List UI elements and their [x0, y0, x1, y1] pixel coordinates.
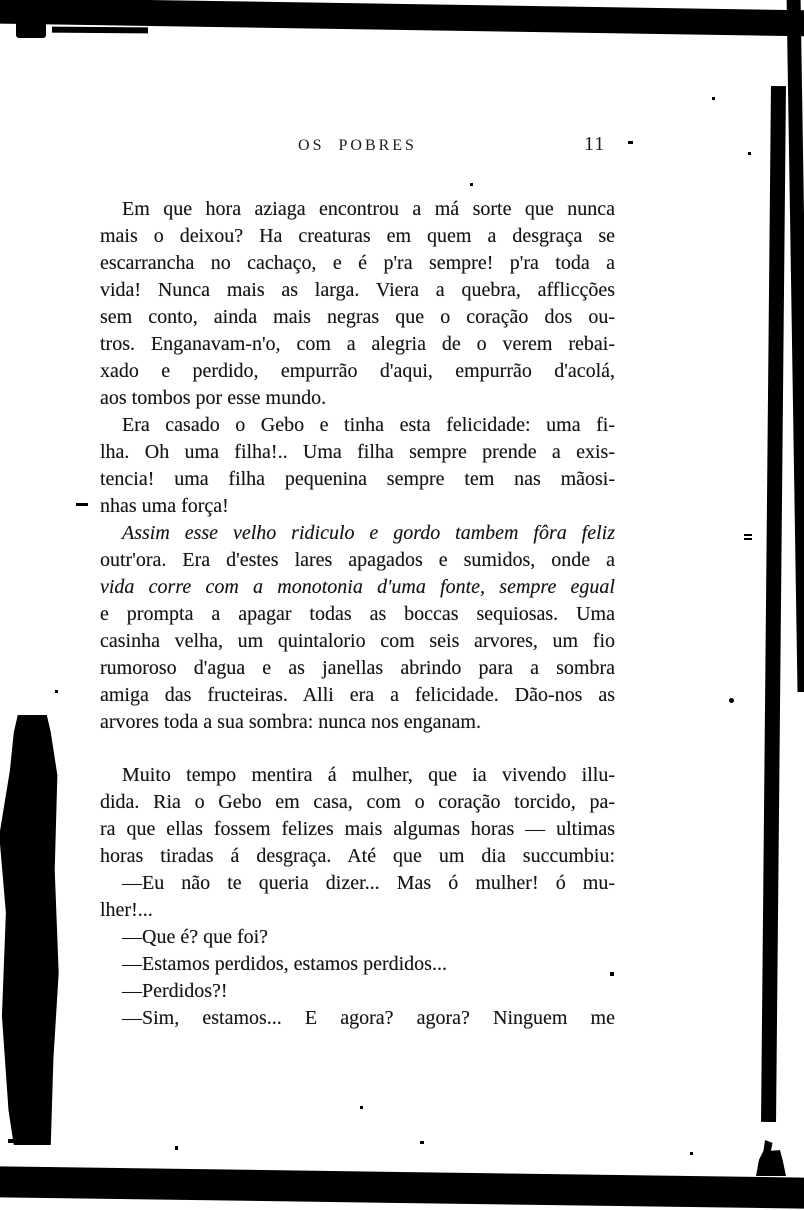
paragraph: [100, 196, 615, 412]
noise-speck: [628, 141, 633, 144]
noise-speck: [8, 1139, 18, 1143]
noise-dot: [729, 698, 734, 703]
scan-artifact-top-left-blob: [16, 4, 46, 38]
text-column: [100, 196, 615, 1032]
paragraph: [100, 412, 615, 520]
text-line: Muito tempo mentira á mulher, que ia vivendo illu-: [122, 764, 615, 786]
scan-artifact-top-fringe: [52, 27, 148, 34]
noise-equals-mark: [744, 534, 752, 536]
text-line: —Eu não te queria dizer... Mas ó mulher! ó mu-: [122, 872, 615, 894]
paragraph: [100, 924, 615, 951]
noise-speck: [55, 690, 58, 693]
text-line: lha. Oh uma filha!.. Uma filha sempre prende a exis-: [100, 441, 615, 463]
scan-artifact-left-blob: [0, 715, 60, 1145]
text-line: ra que ellas fossem felizes mais algumas horas — ultimas: [100, 818, 615, 840]
noise-speck: [420, 1141, 424, 1144]
text-line: Em que hora aziaga encontrou a má sorte que nunca: [122, 198, 615, 220]
scan-artifact-right-edge-bar: [787, 0, 804, 692]
text-line: Era casado o Gebo e tinha esta felicidade: uma fi-: [122, 414, 615, 436]
text-line: xado e perdido, empurrão d'aqui, empurrão d'acolá,: [100, 360, 615, 382]
text-line: —Estamos perdidos, estamos perdidos...: [122, 953, 447, 975]
text-line: horas tiradas á desgraça. Até que um dia succumbiu:: [100, 845, 615, 867]
noise-speck: [175, 1146, 178, 1150]
paragraph: [100, 870, 615, 924]
noise-speck: [610, 972, 614, 976]
text-line: lher!...: [100, 899, 153, 921]
noise-speck: [470, 183, 473, 186]
noise-speck: [748, 152, 751, 155]
paragraph: [100, 951, 615, 978]
text-line: —Sim, estamos... E agora? agora? Ninguem me: [122, 1007, 615, 1029]
text-line: outr'ora. Era d'estes lares apagados e sumidos, onde a: [100, 549, 615, 571]
section-break: [100, 736, 615, 762]
noise-speck: [690, 1152, 693, 1155]
paragraph: [100, 762, 615, 870]
noise-speck: [360, 1106, 363, 1109]
page-number: 11: [584, 133, 606, 155]
text-line: tencia! uma filha pequenina sempre tem nas mãosi-: [100, 468, 615, 490]
text-line: —Perdidos?!: [122, 980, 228, 1002]
text-line: sem conto, ainda mais negras que o coração dos ou-: [100, 306, 615, 328]
text-line: —Que é? que foi?: [122, 926, 269, 948]
noise-margin-dash: [76, 503, 88, 506]
text-line: aos tombos por esse mundo.: [100, 387, 327, 409]
text-line: dida. Ria o Gebo em casa, com o coração torcido, pa-: [100, 791, 615, 813]
scan-artifact-right-stripe: [761, 86, 786, 1122]
running-title: OS POBRES: [298, 137, 417, 154]
text-line: arvores toda a sua sombra: nunca nos enganam.: [100, 711, 481, 733]
scan-artifact-bottom-right-blob: [756, 1140, 786, 1176]
text-line: escarrancha no cachaço, e é p'ra sempre! p'ra toda a: [100, 252, 615, 274]
text-line: Assim esse velho ridiculo e gordo tambem fôra feliz: [122, 522, 615, 544]
text-line: e prompta a apagar todas as boccas sequiosas. Uma: [100, 603, 615, 625]
text-line: vida corre com a monotonia d'uma fonte, sempre egual: [100, 576, 615, 598]
noise-speck: [712, 97, 715, 100]
paragraph: [100, 1005, 615, 1032]
scan-artifact-bottom-bar: [0, 1166, 804, 1208]
text-line: casinha velha, um quintalorio com seis arvores, um fio: [100, 630, 615, 652]
paragraph: [100, 520, 615, 736]
text-line: tros. Enganavam-n'o, com a alegria de o verem rebai-: [100, 333, 615, 355]
paragraph: [100, 978, 615, 1005]
text-line: rumoroso d'agua e as janellas abrindo para a sombra: [100, 657, 615, 679]
text-line: nhas uma força!: [100, 495, 229, 517]
text-line: mais o deixou? Ha creaturas em quem a desgraça se: [100, 225, 615, 247]
text-line: vida! Nunca mais as larga. Viera a quebra, afflicções: [100, 279, 615, 301]
text-line: amiga das fructeiras. Alli era a felicidade. Dão-nos as: [100, 684, 615, 706]
